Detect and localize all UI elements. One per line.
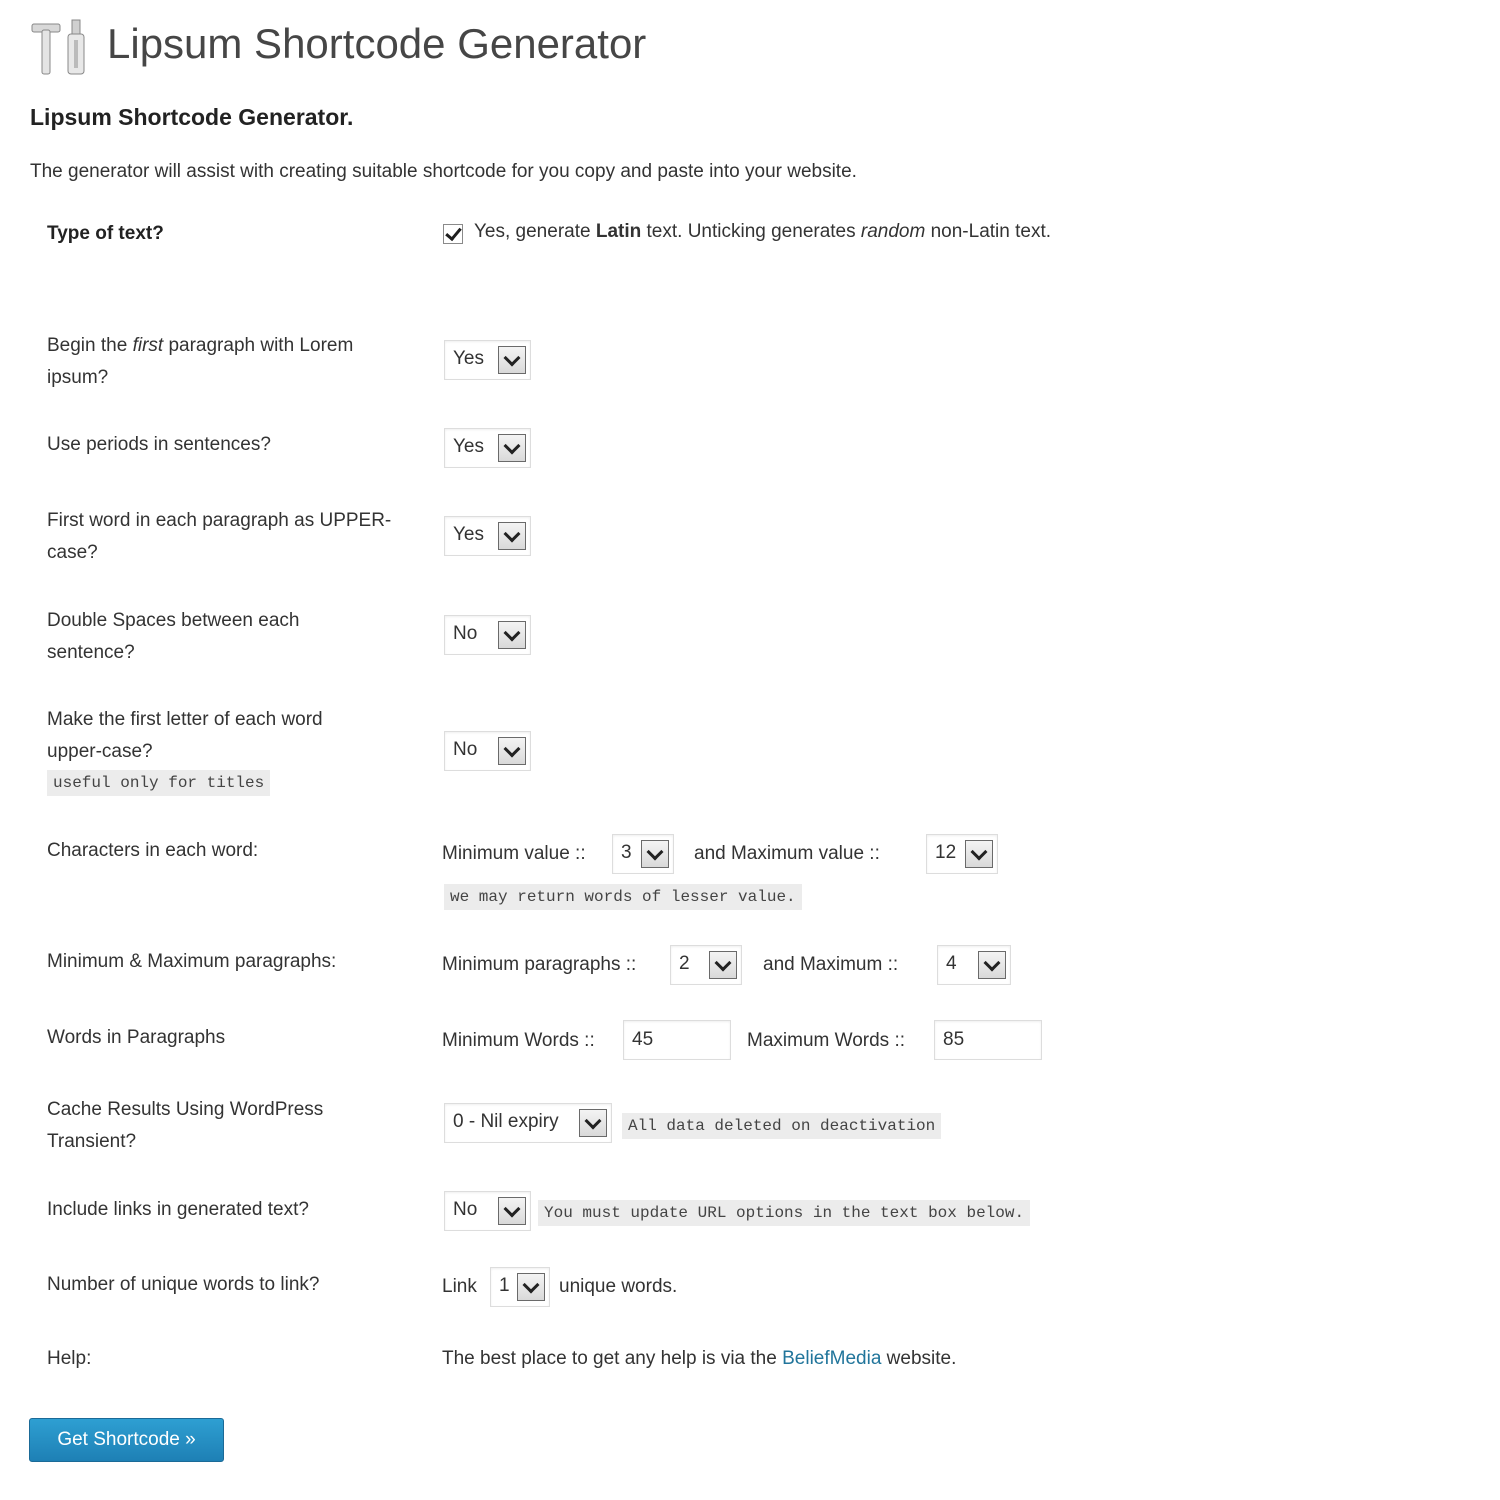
- chevron-down-icon: [498, 522, 526, 550]
- chars-max-label: and Maximum value ::: [694, 843, 880, 864]
- cache-note: All data deleted on deactivation: [622, 1113, 941, 1139]
- paragraphs-min-value: 2: [679, 953, 690, 974]
- help-label: Help:: [47, 1348, 92, 1369]
- chevron-down-icon: [965, 840, 993, 868]
- cache-select[interactable]: [444, 1103, 612, 1143]
- words-label: Words in Paragraphs: [47, 1027, 226, 1048]
- paragraphs-min-label: Minimum paragraphs ::: [442, 954, 637, 975]
- first-letter-upper-note: useful only for titles: [47, 770, 270, 796]
- paragraphs-min-select[interactable]: [670, 945, 742, 985]
- chevron-down-icon: [709, 951, 737, 979]
- first-word-upper-select[interactable]: [444, 516, 531, 556]
- chevron-down-icon: [579, 1109, 607, 1137]
- use-periods-select[interactable]: [444, 428, 531, 468]
- words-max-label: Maximum Words ::: [747, 1030, 906, 1051]
- double-spaces-value: No: [453, 623, 478, 644]
- unique-links-suffix: unique words.: [559, 1276, 678, 1297]
- paragraphs-label: Minimum & Maximum paragraphs:: [47, 951, 337, 972]
- begin-lorem-value: Yes: [453, 348, 484, 369]
- chevron-down-icon: [498, 346, 526, 374]
- unique-links-label: Number of unique words to link?: [47, 1274, 320, 1295]
- begin-lorem-label: Begin the first paragraph with Lorem ipsum?: [47, 335, 354, 388]
- paragraphs-max-value: 4: [946, 953, 957, 974]
- chevron-down-icon: [641, 840, 669, 868]
- type-of-text-label: Type of text?: [47, 223, 164, 244]
- unique-links-value: 1: [499, 1275, 510, 1296]
- first-word-upper-label: First word in each paragraph as UPPER-case?: [47, 510, 392, 563]
- chars-per-word-label: Characters in each word:: [47, 840, 259, 861]
- first-word-upper-value: Yes: [453, 524, 484, 545]
- links-value: No: [453, 1199, 478, 1220]
- chars-min-label: Minimum value ::: [442, 843, 586, 864]
- unique-links-select[interactable]: [490, 1267, 550, 1307]
- intro-text: The generator will assist with creating suitable shortcode for you copy and paste into your website.: [30, 161, 857, 182]
- paragraphs-max-select[interactable]: [937, 945, 1011, 985]
- chars-min-value: 3: [621, 842, 632, 863]
- chevron-down-icon: [517, 1273, 545, 1301]
- chars-max-select[interactable]: [926, 834, 998, 874]
- links-label: Include links in generated text?: [47, 1199, 309, 1220]
- words-min-label: Minimum Words ::: [442, 1030, 595, 1051]
- chevron-down-icon: [498, 621, 526, 649]
- beliefmedia-link[interactable]: BeliefMedia: [782, 1348, 882, 1369]
- chevron-down-icon: [498, 434, 526, 462]
- chars-min-select[interactable]: [612, 834, 674, 874]
- use-periods-label: Use periods in sentences?: [47, 434, 271, 455]
- chevron-down-icon: [498, 1197, 526, 1225]
- links-select[interactable]: [444, 1191, 531, 1231]
- begin-lorem-select[interactable]: [444, 340, 531, 380]
- chars-note: we may return words of lesser value.: [444, 884, 802, 910]
- first-letter-upper-select[interactable]: [444, 731, 531, 771]
- section-heading: Lipsum Shortcode Generator.: [30, 104, 354, 130]
- latin-text-checkbox[interactable]: [443, 224, 463, 244]
- help-text: The best place to get any help is via the BeliefMedia website.: [442, 1348, 957, 1369]
- unique-links-prefix: Link: [442, 1276, 477, 1297]
- words-min-input[interactable]: [623, 1020, 731, 1060]
- words-max-input[interactable]: [934, 1020, 1042, 1060]
- first-letter-upper-label: Make the first letter of each word upper-case?: [47, 709, 323, 762]
- use-periods-value: Yes: [453, 436, 484, 457]
- chevron-down-icon: [498, 737, 526, 765]
- links-note: You must update URL options in the text box below.: [538, 1200, 1030, 1226]
- latin-text-description: Yes, generate Latin text. Unticking generates random non-Latin text.: [474, 221, 1052, 242]
- page-title: Lipsum Shortcode Generator: [107, 20, 647, 67]
- tools-icon: [30, 18, 92, 78]
- chars-max-value: 12: [935, 842, 957, 863]
- cache-value: 0 - Nil expiry: [453, 1111, 559, 1132]
- double-spaces-select[interactable]: [444, 615, 531, 655]
- get-shortcode-button[interactable]: Get Shortcode »: [29, 1418, 224, 1462]
- first-letter-upper-value: No: [453, 739, 478, 760]
- double-spaces-label: Double Spaces between each sentence?: [47, 610, 300, 663]
- chevron-down-icon: [978, 951, 1006, 979]
- paragraphs-max-label: and Maximum ::: [763, 954, 899, 975]
- cache-label: Cache Results Using WordPress Transient?: [47, 1099, 324, 1152]
